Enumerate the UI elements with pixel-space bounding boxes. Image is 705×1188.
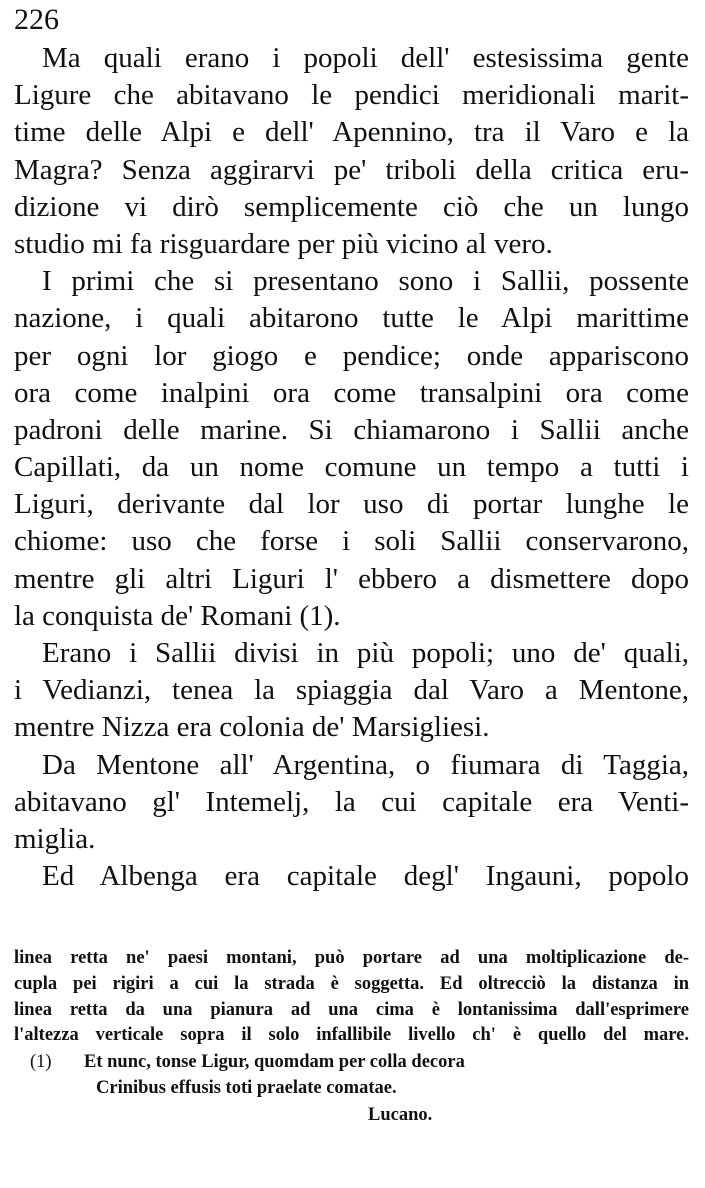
text-line: Da Mentone all' Argentina, o fiumara di Taggia, — [42, 748, 689, 781]
footnote-author: Lucano. — [368, 1105, 433, 1126]
text-line: per ogni lor giogo e pendice; onde appariscono — [14, 339, 689, 372]
text-line: nazione, i quali abitarono tutte le Alpi marittime — [14, 302, 689, 335]
footnote-verse-line — [14, 1075, 689, 1101]
footnote-continuation-line: cupla pei rigiri a cui la strada è soggetta. Ed oltrecciò la distanza in — [14, 973, 689, 994]
footnote-continuation-line: linea retta ne' paesi montani, può portare ad una moltiplicazione de- — [14, 948, 689, 968]
text-line: mentre Nizza era colonia de' Marsigliesi. — [14, 711, 490, 744]
footnotes — [14, 946, 689, 1129]
footnote-verse-text: Et nunc, tonse Ligur, quomdam per colla decora — [84, 1052, 465, 1073]
footnote-marker: (1) — [30, 1052, 52, 1073]
text-line: i Vedianzi, tenea la spiaggia dal Varo a Mentone, — [14, 674, 689, 707]
text-line: Ligure che abitavano le pendici meridionali marit- — [14, 79, 689, 112]
text-line: Capillati, da un nome comune un tempo a tutti i — [14, 451, 689, 484]
main-text — [14, 40, 689, 895]
text-line: I primi che si presentano sono i Sallii, possente — [42, 265, 689, 298]
page-number: 226 — [14, 3, 59, 36]
text-line: Magra? Senza aggirarvi pe' triboli della critica eru- — [14, 153, 689, 186]
text-line: chiome: uso che forse i soli Sallii conservarono, — [14, 525, 689, 558]
text-line: abitavano gl' Intemelj, la cui capitale era Venti- — [14, 785, 689, 818]
footnote-verse-text: Crinibus effusis toti praelate comatae. — [96, 1078, 397, 1099]
text-line: ora come inalpini ora come transalpini ora come — [14, 376, 689, 409]
text-line: mentre gli altri Liguri l' ebbero a dismettere dopo — [14, 562, 689, 595]
text-line: time delle Alpi e dell' Apennino, tra il Varo e la — [14, 116, 689, 149]
text-line: Liguri, derivante dal lor uso di portar lunghe le — [14, 488, 689, 521]
text-line: Erano i Sallii divisi in più popoli; uno de' quali, — [42, 637, 689, 669]
text-line: Ma quali erano i popoli dell' estesissima gente — [42, 42, 689, 74]
text-line: Ed Albenga era capitale degl' Ingauni, popolo — [42, 860, 689, 893]
footnote-continuation-line: l'altezza verticale sopra il solo infallibile livello ch' è quello del mare. — [14, 1025, 689, 1046]
text-line: padroni delle marine. Si chiamarono i Sallii anche — [14, 413, 689, 446]
text-line: miglia. — [14, 822, 96, 855]
footnote-verse-line — [14, 1049, 689, 1075]
text-line: la conquista de' Romani (1). — [14, 599, 341, 632]
text-line: dizione vi dirò semplicemente ciò che un lungo — [14, 190, 689, 223]
text-line: studio mi fa risguardare per più vicino al vero. — [14, 227, 553, 260]
footnote-continuation-line: linea retta da una pianura ad una cima è lontanissima dall'esprimere — [14, 999, 689, 1020]
